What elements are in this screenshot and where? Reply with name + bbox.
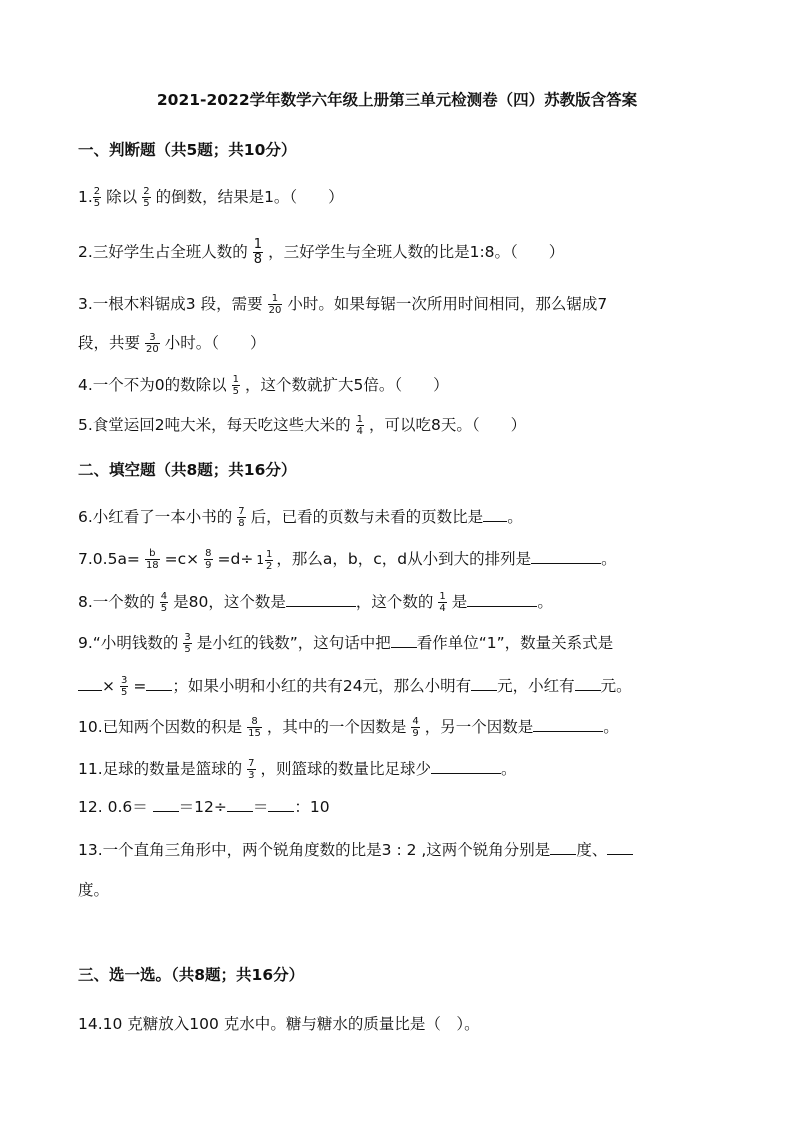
fraction: $\frac{7}{3}$ [248,758,255,781]
answer-blank [531,549,601,564]
fraction: $\frac{2}{5}$ [93,186,101,209]
mixed-number: 1 1 2 [256,548,273,572]
answer-blank [533,717,603,732]
fraction: $\frac{1}{20}$ [268,293,282,316]
answer-blank [153,797,179,812]
fraction: $\frac{8}{9}$ [205,548,212,571]
fraction: $\frac{1}{4}$ [439,591,446,614]
fraction: $\frac{b}{18}$ [145,548,159,571]
fraction: $\frac{4}{9}$ [412,716,419,739]
question-9-line-2: × $\frac{3}{5}$ = ；如果小明和小红的共有24元，那么小明有 元，小红有 元。 [78,675,632,698]
fraction: $\frac{1}{4}$ [356,414,364,437]
question-7: 7.0.5a= $\frac{b}{18}$ =c× $\frac{8}{9}$ =d÷ 1 1 2 ，那么a，b，c，d从小到大的排列是 。 [78,548,617,572]
answer-blank [227,797,253,812]
question-14: 14.10 克糖放入100 克水中。糖与糖水的质量比是（ ）。 [78,1015,480,1033]
question-1: 1. $\frac{2}{5}$ 除以 $\frac{2}{5}$ 的倒数，结果是1。（ ） [78,186,344,209]
answer-blank [431,759,501,774]
question-4: 4.一个不为0的数除以 $\frac{1}{5}$ ，这个数就扩大5倍。（ ） [78,374,449,397]
answer-blank [286,592,356,607]
answer-blank [146,676,172,691]
answer-blank [471,676,497,691]
question-3-line-2: 段，共要 $\frac{3}{20}$ 小时。（ ） [78,332,266,355]
question-13-line-1: 13.一个直角三角形中，两个锐角度数的比是3 : 2 ,这两个锐角分别是 度、 [78,840,633,860]
section-heading-judgement: 一、判断题（共5题；共10分） [78,141,297,159]
answer-blank [391,633,417,648]
fraction: $\frac{1}{8}$ [253,237,263,267]
fraction: $\frac{8}{15}$ [248,716,261,739]
question-3-line-1: 3.一根木料锯成3 段，需要 $\frac{1}{20}$ 小时。如果每锯一次所用时间相同，那么锯成7 [78,293,608,316]
answer-blank [575,676,601,691]
answer-blank [550,840,576,855]
answer-blank [268,797,294,812]
fraction: $\frac{3}{20}$ [146,332,159,355]
answer-blank [483,507,507,522]
answer-blank [467,592,537,607]
fraction: $\frac{7}{8}$ [238,506,245,529]
fraction: $\frac{3}{5}$ [184,632,191,655]
fraction: $\frac{2}{5}$ [143,186,150,209]
answer-blank [78,676,102,691]
question-5: 5.食堂运回2吨大米，每天吃这些大米的 $\frac{1}{4}$ ，可以吃8天。（ ） [78,414,527,437]
fraction: $\frac{1}{5}$ [232,374,240,397]
answer-blank [607,840,633,855]
fraction: $\frac{3}{5}$ [121,675,128,698]
question-9-line-1: 9.“小明钱数的 $\frac{3}{5}$ 是小红的钱数”，这句话中把 看作单位“1”，数量关系式是 [78,632,614,655]
section-heading-fill-in: 二、填空题（共8题；共16分） [78,461,297,479]
fraction: $\frac{4}{5}$ [160,591,168,614]
question-10: 10.已知两个因数的积是 $\frac{8}{15}$ ，其中的一个因数是 $\frac{4}{9}$ ，另一个因数是 。 [78,716,619,739]
question-13-line-2: 度。 [78,881,110,899]
section-heading-choice: 三、选一选。（共8题；共16分） [78,966,305,984]
question-12: 12. 0.6＝ ＝12÷ ＝ ：10 [78,798,330,816]
question-11: 11.足球的数量是篮球的 $\frac{7}{3}$ ，则篮球的数量比足球少 。 [78,758,517,781]
question-8: 8.一个数的 $\frac{4}{5}$ 是80，这个数是 ，这个数的 $\frac{1}{4}$ 是 。 [78,591,553,614]
question-2: 2.三好学生占全班人数的 $\frac{1}{8}$ ，三好学生与全班人数的比是1:8。（ ） [78,237,565,267]
page-title: 2021-2022学年数学六年级上册第三单元检测卷（四）苏教版含答案 [156,91,638,109]
question-6: 6.小红看了一本小书的 $\frac{7}{8}$ 后，已看的页数与未看的页数比是 。 [78,506,523,529]
